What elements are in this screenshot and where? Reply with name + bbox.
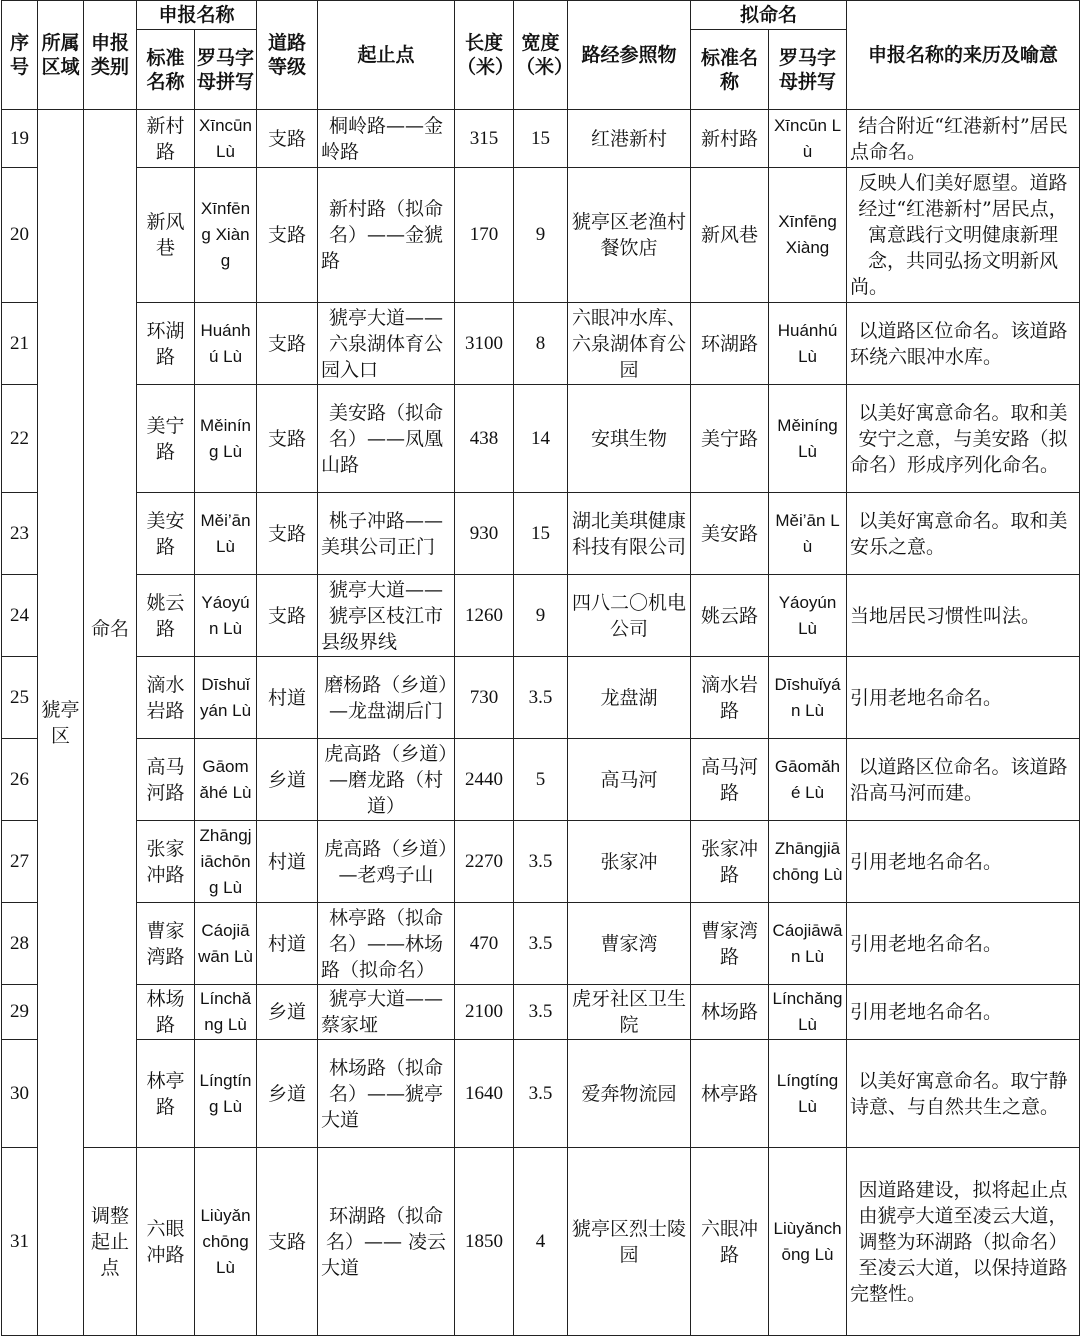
table-row [2,110,1080,168]
road-naming-table [1,0,1080,1336]
cell-declared-std: 曹家湾路 [137,903,195,985]
cell-grade: 乡道 [257,739,318,821]
cell-seq: 24 [2,575,38,657]
cell-width: 15 [514,493,568,575]
cell-proposed-roman: Měiníng Lù [769,385,847,493]
cell-declared-std: 高马河路 [137,739,195,821]
cell-length: 470 [455,903,514,985]
cell-declared-roman: Yáoyún Lù [195,575,257,657]
cell-length: 438 [455,385,514,493]
cell-declared-roman: Xīnfēng Xiàng [195,168,257,303]
header-seq: 序号 [2,1,38,110]
cell-width: 14 [514,385,568,493]
cell-reference: 猇亭区烈士陵园 [568,1148,691,1336]
table-row [2,739,1080,821]
table-row [2,168,1080,303]
cell-width: 3.5 [514,985,568,1040]
cell-region: 猇亭区 [38,110,84,1336]
table-row [2,303,1080,385]
cell-width: 15 [514,110,568,168]
cell-declared-std: 滴水岩路 [137,657,195,739]
cell-length: 730 [455,657,514,739]
cell-origin: 以美好寓意命名。取和美安宁之意，与美安路（拟命名）形成序列化命名。 [847,385,1080,493]
header-declared-roman: 罗马字母拼写 [195,30,257,110]
header-endpoints: 起止点 [318,1,455,110]
cell-declared-std: 张家冲路 [137,821,195,903]
cell-grade: 支路 [257,110,318,168]
cell-proposed-std: 林亭路 [691,1040,769,1148]
cell-proposed-roman: Cáojiāwān Lù [769,903,847,985]
cell-seq: 27 [2,821,38,903]
cell-seq: 26 [2,739,38,821]
header-region: 所属区域 [38,1,84,110]
cell-reference: 猇亭区老渔村餐饮店 [568,168,691,303]
cell-proposed-std: 林场路 [691,985,769,1040]
cell-length: 170 [455,168,514,303]
header-declared-group: 申报名称 [137,1,257,30]
cell-reference: 四八二〇机电公司 [568,575,691,657]
cell-width: 3.5 [514,657,568,739]
cell-proposed-roman: Zhāngjiāchōng Lù [769,821,847,903]
cell-grade: 村道 [257,903,318,985]
cell-reference: 红港新村 [568,110,691,168]
cell-origin: 反映人们美好愿望。道路经过“红港新村”居民点，寓意践行文明健康新理念，共同弘扬文明新风尚。 [847,168,1080,303]
cell-declared-std: 姚云路 [137,575,195,657]
cell-proposed-roman: Línchǎng Lù [769,985,847,1040]
cell-length: 315 [455,110,514,168]
cell-grade: 支路 [257,303,318,385]
cell-origin: 引用老地名命名。 [847,657,1080,739]
cell-endpoints: 磨杨路（乡道）—龙盘湖后门 [318,657,455,739]
cell-seq: 30 [2,1040,38,1148]
cell-seq: 20 [2,168,38,303]
cell-origin: 结合附近“红港新村”居民点命名。 [847,110,1080,168]
cell-endpoints: 林亭路（拟命名）——林场路（拟命名） [318,903,455,985]
cell-grade: 支路 [257,385,318,493]
header-grade: 道路等级 [257,1,318,110]
cell-proposed-roman: Yáoyún Lù [769,575,847,657]
table-row [2,821,1080,903]
cell-seq: 22 [2,385,38,493]
cell-proposed-roman: Língtíng Lù [769,1040,847,1148]
cell-proposed-roman: Gāomǎhé Lù [769,739,847,821]
cell-length: 3100 [455,303,514,385]
cell-proposed-std: 新村路 [691,110,769,168]
cell-declared-roman: Dīshuǐyán Lù [195,657,257,739]
cell-origin: 以道路区位命名。该道路环绕六眼冲水库。 [847,303,1080,385]
cell-declared-std: 美安路 [137,493,195,575]
table-row [2,1148,1080,1336]
table-row [2,575,1080,657]
cell-proposed-roman: Xīnfēng Xiàng [769,168,847,303]
cell-origin: 以美好寓意命名。取宁静诗意、与自然共生之意。 [847,1040,1080,1148]
cell-proposed-std: 姚云路 [691,575,769,657]
cell-declared-std: 环湖路 [137,303,195,385]
header-reference: 路经参照物 [568,1,691,110]
cell-endpoints: 环湖路（拟命名）—— 凌云大道 [318,1148,455,1336]
cell-declared-std: 林场路 [137,985,195,1040]
cell-reference: 安琪生物 [568,385,691,493]
cell-length: 2440 [455,739,514,821]
cell-grade: 支路 [257,168,318,303]
cell-declared-roman: Liùyǎnchōng Lù [195,1148,257,1336]
cell-seq: 23 [2,493,38,575]
cell-declared-roman: Huánhú Lù [195,303,257,385]
cell-proposed-roman: Huánhú Lù [769,303,847,385]
cell-length: 2270 [455,821,514,903]
cell-reference: 六眼冲水库、六泉湖体育公园 [568,303,691,385]
cell-reference: 曹家湾 [568,903,691,985]
cell-length: 1850 [455,1148,514,1336]
cell-declared-std: 林亭路 [137,1040,195,1148]
cell-origin: 当地居民习惯性叫法。 [847,575,1080,657]
cell-proposed-std: 美安路 [691,493,769,575]
cell-reference: 湖北美琪健康科技有限公司 [568,493,691,575]
header-proposed-std: 标准名称 [691,30,769,110]
cell-grade: 支路 [257,493,318,575]
cell-origin: 以美好寓意命名。取和美安乐之意。 [847,493,1080,575]
cell-reference: 虎牙社区卫生院 [568,985,691,1040]
header-declared-std: 标准名称 [137,30,195,110]
header-width: 宽度（米） [514,1,568,110]
header-proposed-roman: 罗马字母拼写 [769,30,847,110]
cell-grade: 支路 [257,575,318,657]
header-length: 长度（米） [455,1,514,110]
cell-reference: 高马河 [568,739,691,821]
cell-endpoints: 林场路（拟命名）——猇亭大道 [318,1040,455,1148]
cell-endpoints: 虎高路（乡道）—老鸡子山 [318,821,455,903]
cell-proposed-std: 曹家湾路 [691,903,769,985]
cell-type-adjust: 调整起止点 [84,1148,137,1336]
cell-proposed-std: 高马河路 [691,739,769,821]
table-row [2,1040,1080,1148]
cell-declared-roman: Xīncūn Lù [195,110,257,168]
cell-declared-roman: Měiníng Lù [195,385,257,493]
cell-declared-roman: Língtíng Lù [195,1040,257,1148]
cell-declared-std: 新风巷 [137,168,195,303]
cell-proposed-std: 六眼冲路 [691,1148,769,1336]
cell-endpoints: 猇亭大道——蔡家垭 [318,985,455,1040]
cell-seq: 19 [2,110,38,168]
cell-declared-std: 新村路 [137,110,195,168]
cell-grade: 支路 [257,1148,318,1336]
cell-proposed-std: 新风巷 [691,168,769,303]
cell-width: 4 [514,1148,568,1336]
cell-seq: 21 [2,303,38,385]
cell-width: 5 [514,739,568,821]
cell-declared-roman: Zhāngjiāchōng Lù [195,821,257,903]
cell-seq: 25 [2,657,38,739]
header-proposed-group: 拟命名 [691,1,847,30]
table-row [2,385,1080,493]
cell-seq: 28 [2,903,38,985]
cell-origin: 因道路建设，拟将起止点由猇亭大道至凌云大道，调整为环湖路（拟命名）至凌云大道，以保持道路完整性。 [847,1148,1080,1336]
cell-width: 3.5 [514,821,568,903]
cell-declared-std: 六眼冲路 [137,1148,195,1336]
header-row-1 [2,1,1080,30]
cell-grade: 乡道 [257,1040,318,1148]
cell-origin: 引用老地名命名。 [847,903,1080,985]
cell-length: 930 [455,493,514,575]
cell-origin: 引用老地名命名。 [847,985,1080,1040]
cell-origin: 引用老地名命名。 [847,821,1080,903]
cell-endpoints: 猇亭大道——六泉湖体育公园入口 [318,303,455,385]
cell-declared-roman: Línchǎng Lù [195,985,257,1040]
cell-endpoints: 桐岭路——金岭路 [318,110,455,168]
cell-reference: 爱奔物流园 [568,1040,691,1148]
table-row [2,493,1080,575]
cell-proposed-roman: Dīshuǐyán Lù [769,657,847,739]
cell-proposed-std: 美宁路 [691,385,769,493]
cell-seq: 31 [2,1148,38,1336]
cell-grade: 乡道 [257,985,318,1040]
cell-endpoints: 桃子冲路——美琪公司正门 [318,493,455,575]
cell-proposed-std: 滴水岩路 [691,657,769,739]
cell-declared-roman: Měi’ān Lù [195,493,257,575]
cell-reference: 张家冲 [568,821,691,903]
cell-endpoints: 虎高路（乡道）—磨龙路（村道） [318,739,455,821]
cell-width: 9 [514,575,568,657]
cell-declared-roman: Cáojiāwān Lù [195,903,257,985]
cell-width: 3.5 [514,1040,568,1148]
cell-grade: 村道 [257,657,318,739]
cell-declared-roman: Gāomǎhé Lù [195,739,257,821]
cell-length: 2100 [455,985,514,1040]
cell-width: 3.5 [514,903,568,985]
table-row [2,985,1080,1040]
cell-proposed-roman: Liùyǎnchōng Lù [769,1148,847,1336]
cell-width: 8 [514,303,568,385]
cell-width: 9 [514,168,568,303]
cell-proposed-std: 环湖路 [691,303,769,385]
cell-proposed-roman: Měi’ān Lù [769,493,847,575]
cell-endpoints: 美安路（拟命名）——凤凰山路 [318,385,455,493]
cell-endpoints: 新村路（拟命名）——金猇路 [318,168,455,303]
cell-length: 1640 [455,1040,514,1148]
cell-declared-std: 美宁路 [137,385,195,493]
cell-seq: 29 [2,985,38,1040]
table-row [2,903,1080,985]
cell-proposed-roman: Xīncūn Lù [769,110,847,168]
cell-length: 1260 [455,575,514,657]
cell-reference: 龙盘湖 [568,657,691,739]
header-type: 申报类别 [84,1,137,110]
table-row [2,657,1080,739]
cell-origin: 以道路区位命名。该道路沿高马河而建。 [847,739,1080,821]
header-origin: 申报名称的来历及喻意 [847,1,1080,110]
cell-grade: 村道 [257,821,318,903]
cell-endpoints: 猇亭大道——猇亭区枝江市县级界线 [318,575,455,657]
cell-type-naming: 命名 [84,110,137,1148]
cell-proposed-std: 张家冲路 [691,821,769,903]
